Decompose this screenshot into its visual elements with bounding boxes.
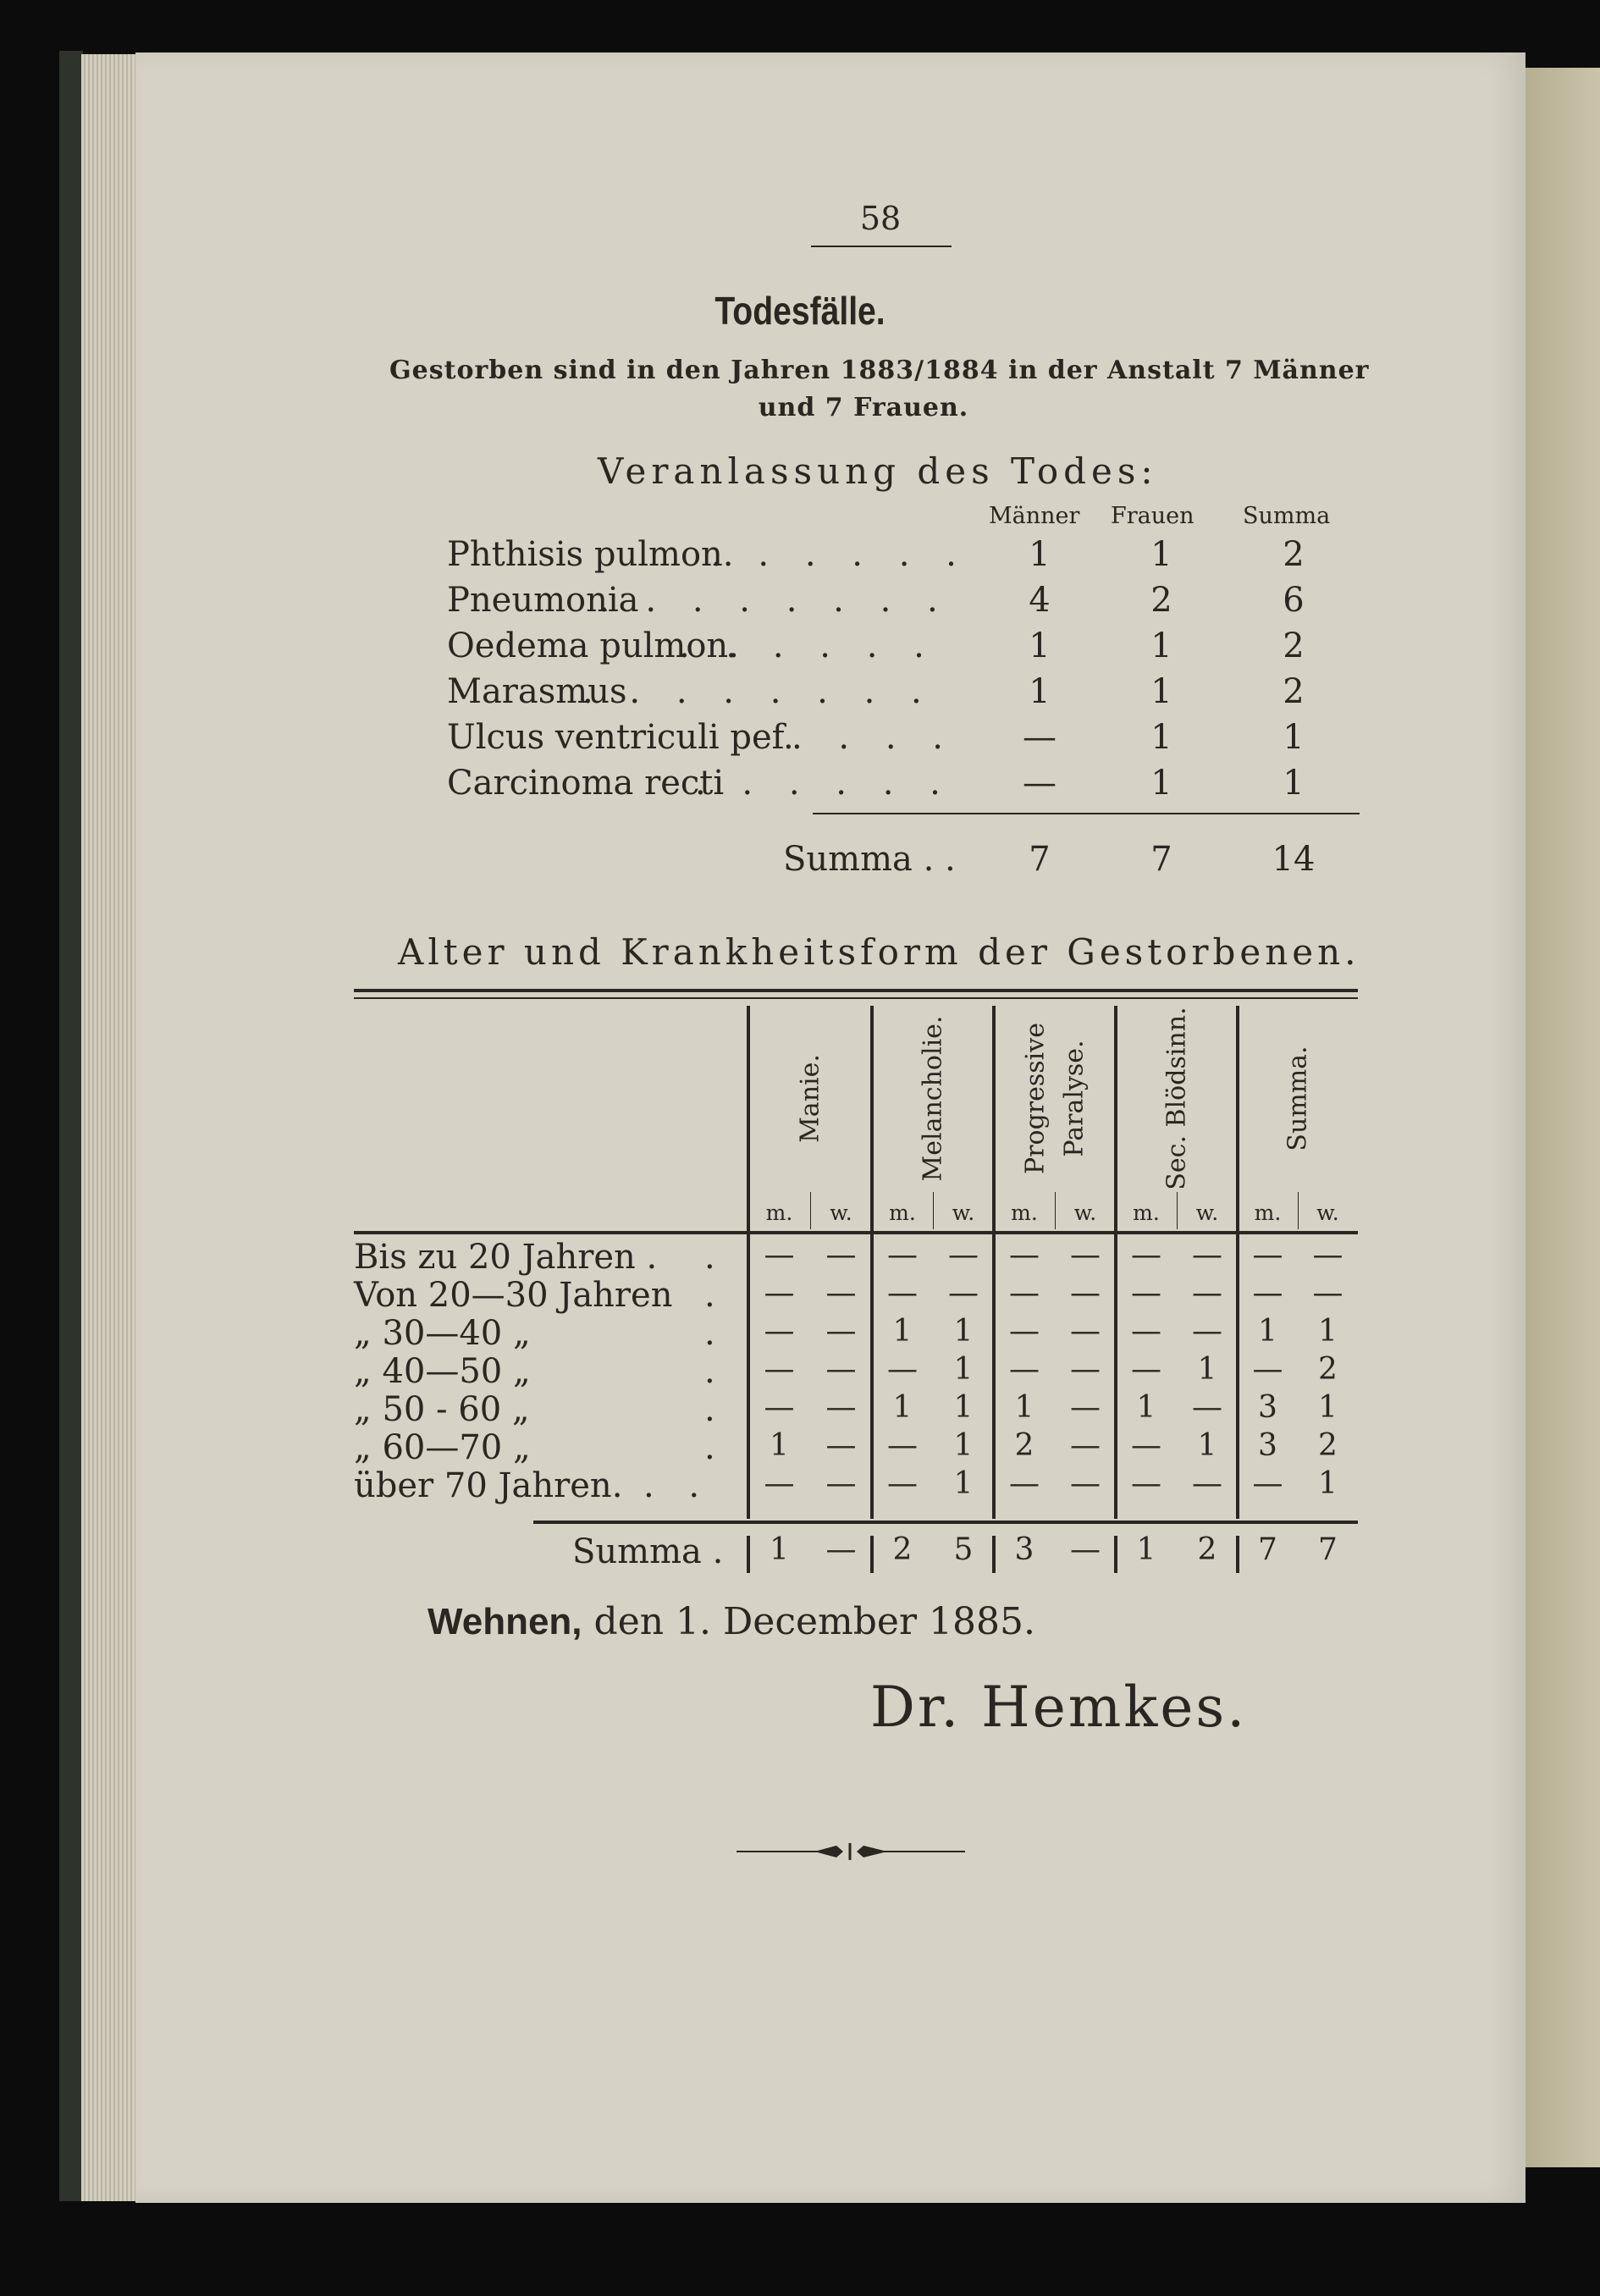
age-cell: —	[1131, 1276, 1161, 1311]
age-cell: —	[948, 1276, 979, 1311]
group-header: Paralyse.	[1059, 1040, 1090, 1157]
subcolumn-header: w.	[1195, 1200, 1219, 1225]
subcolumn-divider	[1055, 1192, 1056, 1229]
subcolumn-header: m.	[1254, 1200, 1282, 1225]
age-cell: —	[887, 1276, 918, 1311]
column-divider	[870, 1006, 874, 1519]
causes-value: 1	[1283, 718, 1305, 757]
signature: Dr. Hemkes.	[870, 1675, 1248, 1740]
causes-value: 1	[1150, 626, 1172, 665]
age-row-label: über 70 Jahren.	[354, 1466, 623, 1505]
causes-value: 7	[1029, 840, 1051, 879]
subcolumn-header: m.	[889, 1200, 916, 1225]
subcolumn-header: w.	[830, 1200, 852, 1225]
leader-dots: . . . . . . . .	[599, 581, 951, 620]
subcolumn-header: m.	[1011, 1200, 1038, 1225]
age-cell: 1	[953, 1428, 974, 1463]
leader-dots: . . . . . .	[679, 626, 937, 665]
group-header: Sec. Blödsinn.	[1161, 1007, 1192, 1190]
age-row-label: „ 30—40 „	[354, 1314, 531, 1353]
page-edges	[81, 54, 141, 2201]
age-total-cell: 1	[1136, 1532, 1156, 1567]
age-cell: —	[764, 1352, 795, 1387]
age-cell: —	[764, 1466, 795, 1501]
age-cell: —	[1009, 1238, 1040, 1272]
page-title: Todesfälle.	[714, 289, 886, 333]
age-cell: —	[1070, 1238, 1101, 1272]
column-divider	[747, 1006, 750, 1519]
place-date-line	[428, 1600, 1035, 1643]
age-total-label: Summa .	[572, 1532, 724, 1571]
age-cell: —	[948, 1238, 979, 1272]
group-header: Manie.	[795, 1054, 825, 1143]
causes-value: 4	[1029, 581, 1051, 620]
age-cell: —	[1131, 1466, 1161, 1501]
leader-dots: . . . . . . . .	[582, 672, 935, 711]
book-spine	[59, 51, 83, 2201]
age-cell: —	[825, 1276, 857, 1311]
age-cell: 1	[1197, 1352, 1217, 1387]
age-cell: 1	[953, 1390, 974, 1425]
age-total-cell: 7	[1318, 1532, 1338, 1567]
age-total-cell: 5	[953, 1532, 974, 1567]
cause-label: Carcinoma recti	[447, 764, 725, 803]
intro-line-2: und 7 Frauen.	[758, 393, 969, 422]
age-cell: 1	[953, 1352, 974, 1387]
causes-value: 2	[1283, 672, 1305, 711]
age-cell: —	[825, 1314, 857, 1349]
subcolumn-header: m.	[1133, 1200, 1160, 1225]
page-number-rule	[811, 246, 952, 247]
age-cell: 3	[1258, 1428, 1277, 1463]
table-top-rule	[354, 989, 1358, 992]
age-total-cell: —	[1070, 1532, 1101, 1567]
age-cell: 1	[1136, 1390, 1156, 1425]
causes-value: 1	[1283, 764, 1305, 803]
age-cell: —	[1192, 1276, 1222, 1311]
age-cell: —	[1131, 1238, 1161, 1272]
age-cell: —	[1131, 1428, 1161, 1463]
causes-value: 1	[1029, 535, 1051, 574]
age-row-label: „ 40—50 „	[354, 1352, 531, 1391]
header-bottom-rule	[354, 1231, 1358, 1234]
age-cell: 2	[1014, 1428, 1034, 1463]
age-cell: —	[825, 1352, 857, 1387]
causes-value: 1	[1150, 672, 1172, 711]
age-cell: —	[1192, 1238, 1222, 1272]
leader-dots: .	[704, 1276, 727, 1315]
age-cell: —	[1312, 1238, 1343, 1272]
causes-column-header: Summa	[1243, 503, 1331, 529]
age-cell: —	[1009, 1352, 1040, 1387]
age-row-label: Bis zu 20 Jahren .	[354, 1238, 658, 1277]
causes-value: 14	[1272, 840, 1316, 879]
age-cell: —	[1131, 1352, 1161, 1387]
age-cell: —	[1252, 1352, 1283, 1387]
subcolumn-header: w.	[952, 1200, 975, 1225]
age-cell: —	[1070, 1352, 1101, 1387]
leader-dots: .	[704, 1352, 727, 1391]
leader-dots: . . . . . .	[695, 764, 953, 803]
column-divider	[1114, 1006, 1117, 1519]
causes-value: —	[1023, 764, 1057, 803]
age-row-label: „ 60—70 „	[354, 1428, 531, 1467]
causes-value: 2	[1150, 581, 1172, 620]
date: den 1. December 1885.	[593, 1600, 1035, 1643]
age-cell: 1	[953, 1314, 974, 1349]
causes-value: 7	[1150, 840, 1172, 879]
age-cell: —	[1070, 1428, 1101, 1463]
causes-value: 6	[1283, 581, 1305, 620]
cause-label: Oedema pulmon.	[447, 626, 739, 665]
age-cell: —	[1070, 1314, 1101, 1349]
age-cell: —	[825, 1238, 857, 1272]
group-header: Progressive	[1020, 1023, 1051, 1174]
leader-dots: .	[704, 1428, 727, 1467]
total-column-divider	[1236, 1536, 1239, 1573]
causes-column-header: Frauen	[1111, 503, 1194, 529]
causes-total-label: Summa . .	[783, 840, 956, 879]
age-cell: —	[1192, 1314, 1222, 1349]
group-header: Melancholie.	[918, 1015, 948, 1182]
causes-value: —	[1023, 718, 1057, 757]
subcolumn-header: w.	[1073, 1200, 1097, 1225]
leader-dots: . . . . . .	[711, 535, 969, 574]
cause-label: Pneumonia	[447, 581, 639, 620]
age-cell: —	[887, 1466, 918, 1501]
age-total-cell: 1	[770, 1532, 789, 1567]
age-table-heading: Alter und Krankheitsform der Gestorbenen.	[398, 931, 1360, 973]
age-cell: 1	[1258, 1314, 1277, 1349]
age-total-cell: —	[825, 1532, 857, 1567]
age-cell: —	[825, 1466, 857, 1501]
leader-dots: .	[704, 1238, 727, 1277]
age-cell: —	[1070, 1276, 1101, 1311]
age-cell: —	[1192, 1390, 1222, 1425]
cause-label: Phthisis pulmon.	[447, 535, 734, 574]
age-cell: 1	[953, 1466, 974, 1501]
table-top-rule-thin	[354, 997, 1358, 999]
age-cell: —	[764, 1238, 795, 1272]
group-header: Summa.	[1283, 1046, 1313, 1151]
causes-total-rule	[813, 813, 1360, 814]
page-number: 58	[859, 200, 902, 237]
causes-heading: Veranlassung des Todes:	[598, 450, 1158, 492]
age-cell: 2	[1318, 1352, 1338, 1387]
total-column-divider	[992, 1536, 996, 1573]
age-cell: —	[1192, 1466, 1222, 1501]
age-cell: —	[887, 1428, 918, 1463]
place: Wehnen,	[428, 1601, 582, 1642]
causes-value: 2	[1283, 535, 1305, 574]
next-page-edge	[1526, 68, 1600, 2167]
age-cell: —	[1070, 1466, 1101, 1501]
causes-column-header: Männer	[989, 503, 1080, 529]
age-cell: 1	[1197, 1428, 1217, 1463]
age-cell: 1	[1318, 1314, 1338, 1349]
cause-label: Marasmus	[447, 672, 627, 711]
column-divider	[992, 1006, 996, 1519]
subcolumn-header: w.	[1316, 1200, 1339, 1225]
age-cell: —	[1131, 1314, 1161, 1349]
causes-value: 1	[1029, 626, 1051, 665]
age-cell: 1	[770, 1428, 789, 1463]
leader-dots: .	[704, 1390, 727, 1429]
age-total-cell: 2	[1197, 1532, 1217, 1567]
leader-dots: . .	[643, 1466, 712, 1505]
age-cell: —	[825, 1428, 857, 1463]
age-cell: —	[825, 1390, 857, 1425]
age-row-label: Von 20—30 Jahren	[354, 1276, 673, 1315]
age-cell: 1	[1318, 1466, 1338, 1501]
age-cell: —	[887, 1238, 918, 1272]
age-cell: 1	[892, 1390, 913, 1425]
age-cell: 3	[1258, 1390, 1277, 1425]
age-cell: —	[1252, 1238, 1283, 1272]
age-cell: —	[1252, 1276, 1283, 1311]
causes-value: 1	[1150, 764, 1172, 803]
age-total-cell: 7	[1258, 1532, 1277, 1567]
age-cell: 2	[1318, 1428, 1338, 1463]
age-total-cell: 3	[1014, 1532, 1034, 1567]
age-cell: —	[1252, 1466, 1283, 1501]
total-column-divider	[747, 1536, 750, 1573]
age-cell: —	[1009, 1466, 1040, 1501]
leader-dots: . . . .	[792, 718, 957, 757]
age-cell: —	[1009, 1276, 1040, 1311]
age-cell: —	[764, 1276, 795, 1311]
subcolumn-header: m.	[765, 1200, 793, 1225]
age-cell: —	[764, 1314, 795, 1349]
age-cell: —	[1070, 1390, 1101, 1425]
total-column-divider	[1114, 1536, 1117, 1573]
age-cell: —	[1009, 1314, 1040, 1349]
leader-dots: .	[704, 1314, 727, 1353]
total-column-divider	[870, 1536, 874, 1573]
age-row-label: „ 50 - 60 „	[354, 1390, 530, 1429]
causes-value: 1	[1150, 718, 1172, 757]
ornament-divider-icon	[737, 1839, 965, 1864]
age-cell: 1	[892, 1314, 913, 1349]
total-rule	[533, 1521, 1358, 1524]
causes-value: 1	[1029, 672, 1051, 711]
column-divider	[1236, 1006, 1239, 1519]
intro-line-1: Gestorben sind in den Jahren 1883/1884 in der Anstalt 7 Männer	[389, 356, 1370, 385]
causes-value: 2	[1283, 626, 1305, 665]
age-cell: —	[1312, 1276, 1343, 1311]
age-cell: 1	[1318, 1390, 1338, 1425]
age-cell: —	[764, 1390, 795, 1425]
causes-value: 1	[1150, 535, 1172, 574]
age-cell: 1	[1014, 1390, 1034, 1425]
cause-label: Ulcus ventriculi pef.	[447, 718, 794, 757]
age-total-cell: 2	[892, 1532, 913, 1567]
age-cell: —	[887, 1352, 918, 1387]
